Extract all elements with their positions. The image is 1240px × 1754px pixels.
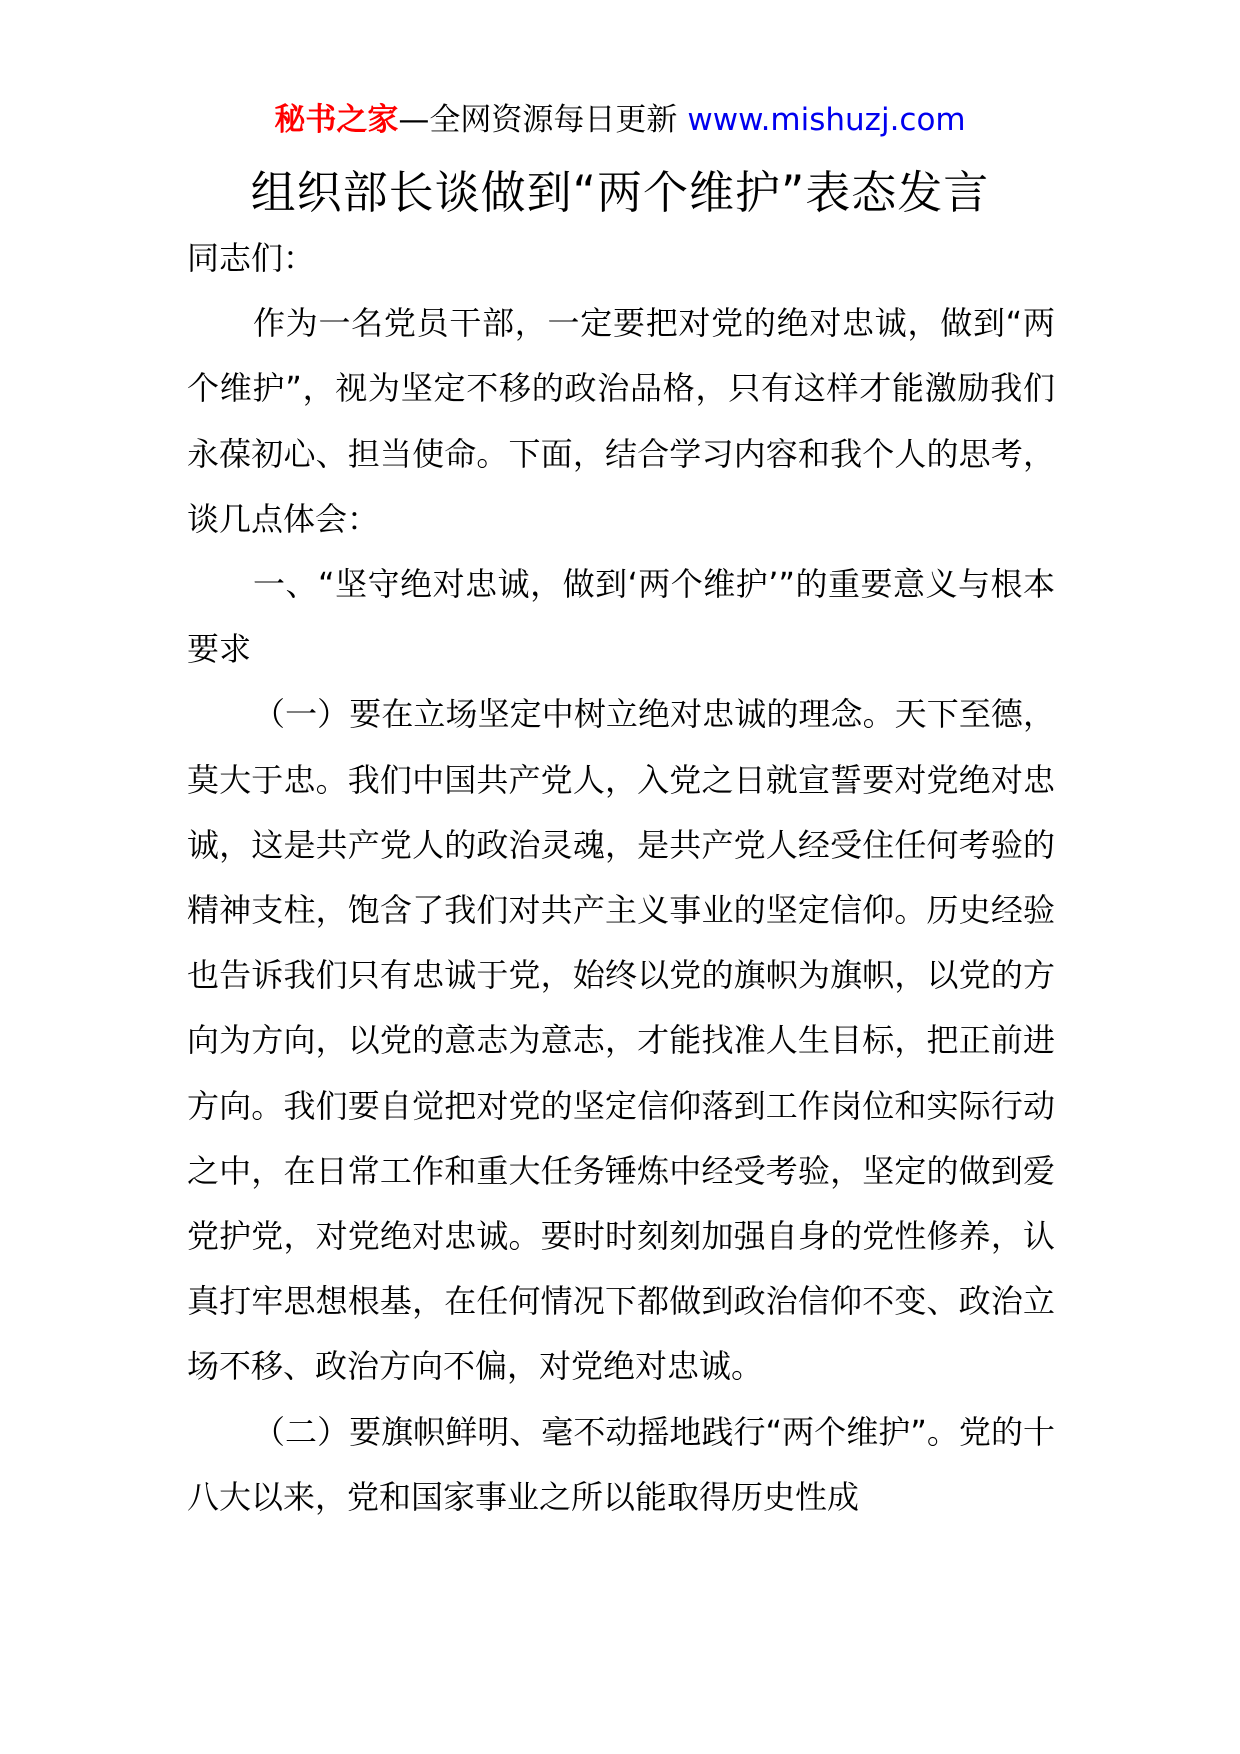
site-brand: 秘书之家: [274, 102, 399, 138]
intro-paragraph: 作为一名党员干部，一定要把对党的绝对忠诚，做到“两个维护”，视为坚定不移的政治品格，只有这样才能激励我们永葆初心、担当使命。下面，结合学习内容和我个人的思考，谈几点体会：: [187, 304, 1055, 538]
site-header: [0, 98, 1240, 142]
document-body: [187, 226, 1055, 1530]
section-heading-1: 一、“坚守绝对忠诚，做到‘两个维护’”的重要意义与根本要求: [187, 565, 1055, 669]
salutation: 同志们：: [187, 239, 316, 277]
document-title: 组织部长谈做到“两个维护”表态发言: [250, 166, 990, 219]
site-url-link[interactable]: www.mishuzj.com: [687, 102, 966, 138]
subsection-paragraph-1: （一）要在立场坚定中树立绝对忠诚的理念。天下至德，莫大于忠。我们中国共产党人，入党之日就宣誓要对党绝对忠诚，这是共产党人的政治灵魂，是共产党人经受住任何考验的精神支柱，饱含了我们对共产主义事业的坚定信仰。历史经验也告诉我们只有忠诚于党，始终以党的旗帜为旗帜，以党的方向为方向，以党的意志为意志，才能找准人生目标，把正前进方向。我们要自觉把对党的坚定信仰落到工作岗位和实际行动之中，在日常工作和重大任务锤炼中经受考验，坚定的做到爱党护党，对党绝对忠诚。要时时刻刻加强自身的党性修养，认真打牢思想根基，在任何情况下都做到政治信仰不变、政治立场不移、政治方向不偏，对党绝对忠诚。: [187, 695, 1055, 1386]
subsection-paragraph-2: （二）要旗帜鲜明、毫不动摇地践行“两个维护”。党的十八大以来，党和国家事业之所以能取得历史性成: [187, 1412, 1055, 1516]
site-slogan: —全网资源每日更新: [398, 102, 678, 138]
